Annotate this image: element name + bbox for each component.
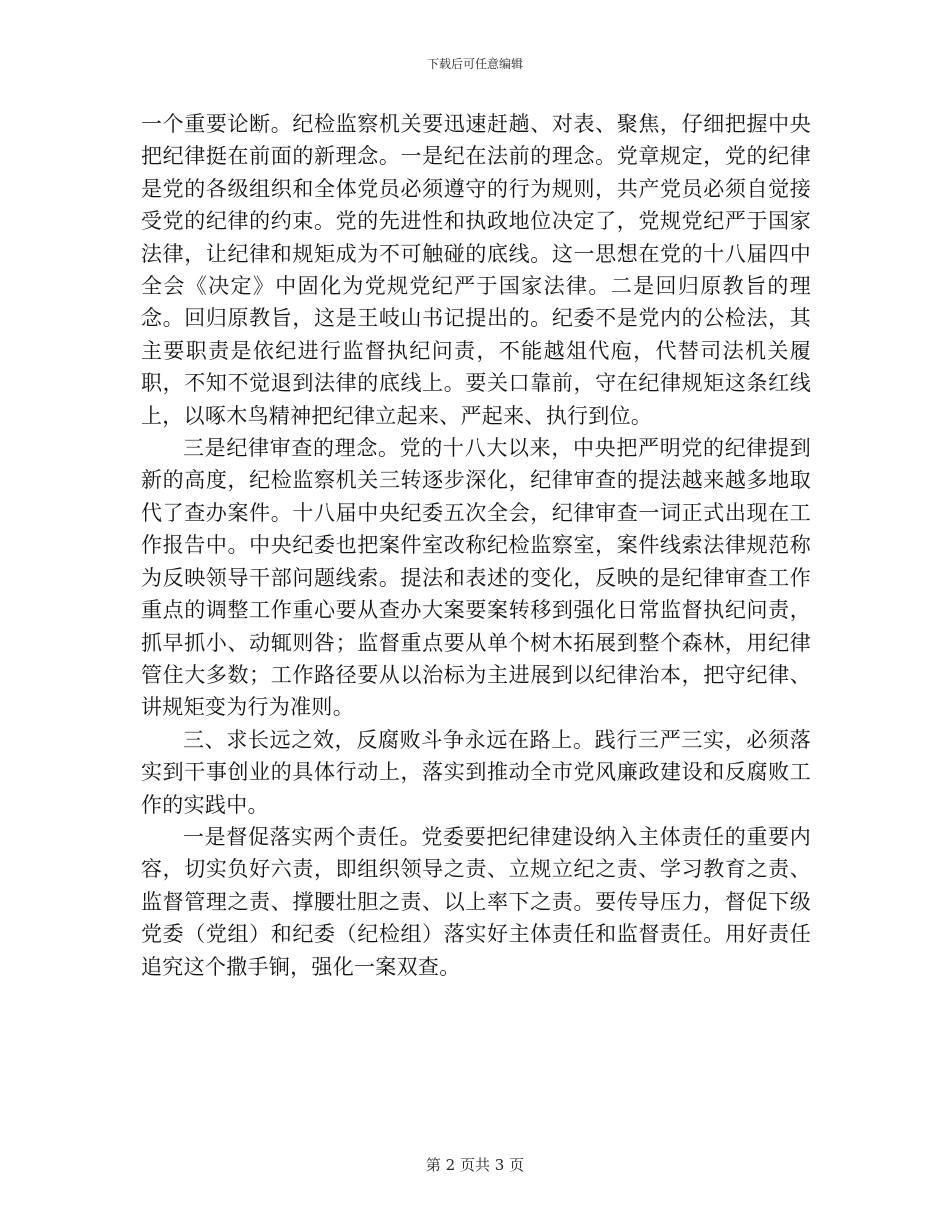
paragraph: 三是纪律审查的理念。党的十八大以来，中央把严明党的纪律提到新的高度，纪检监察机关三转逐步深化，纪律审查的提法越来越多地取代了查办案件。十八届中央纪委五次全会，纪律审查一词正式出现在工作报告中。中央纪委也把案件室改称纪检监察室，案件线索法律规范称为反映领导干部问题线索。提法和表述的变化，反映的是纪律审查工作重点的调整工作重心要从查办大案要案转移到强化日常监督执纪问责，抓早抓小、动辄则咎；监督重点要从单个树木拓展到整个森林，用纪律管住大多数；工作路径要从以治标为主进展到以纪律治本，把守纪律、讲规矩变为行为准则。 <box>141 436 811 720</box>
paragraph: 三、求长远之效，反腐败斗争永远在路上。践行三严三实，必须落实到干事创业的具体行动上，落实到推动全市党风廉政建设和反腐败工作的实践中。 <box>141 727 811 817</box>
paragraph: 一是督促落实两个责任。党委要把纪律建设纳入主体责任的重要内容，切实负好六责，即组织领导之责、立规立纪之责、学习教育之责、监督管理之责、撑腰壮胆之责、以上率下之责。要传导压力，督促下级党委（党组）和纪委（纪检组）落实好主体责任和监督责任。用好责任追究这个撒手锏，强化一案双查。 <box>141 824 811 979</box>
page-header: 下载后可任意编辑 <box>426 57 523 71</box>
document-body <box>141 108 811 983</box>
page-footer: 第 2 页共 3 页 <box>425 1156 525 1174</box>
paragraph: 一个重要论断。纪检监察机关要迅速赶趟、对表、聚焦，仔细把握中央把纪律挺在前面的新理念。一是纪在法前的理念。党章规定，党的纪律是党的各级组织和全体党员必须遵守的行为规则，共产党员必须自觉接受党的纪律的约束。党的先进性和执政地位决定了，党规党纪严于国家法律，让纪律和规矩成为不可触碰的底线。这一思想在党的十八届四中全会《决定》中固化为党规党纪严于国家法律。二是回归原教旨的理念。回归原教旨，这是王岐山书记提出的。纪委不是党内的公检法，其主要职责是依纪进行监督执纪问责，不能越俎代庖，代替司法机关履职，不知不觉退到法律的底线上。要关口靠前，守在纪律规矩这条红线上，以啄木鸟精神把纪律立起来、严起来、执行到位。 <box>141 112 811 428</box>
